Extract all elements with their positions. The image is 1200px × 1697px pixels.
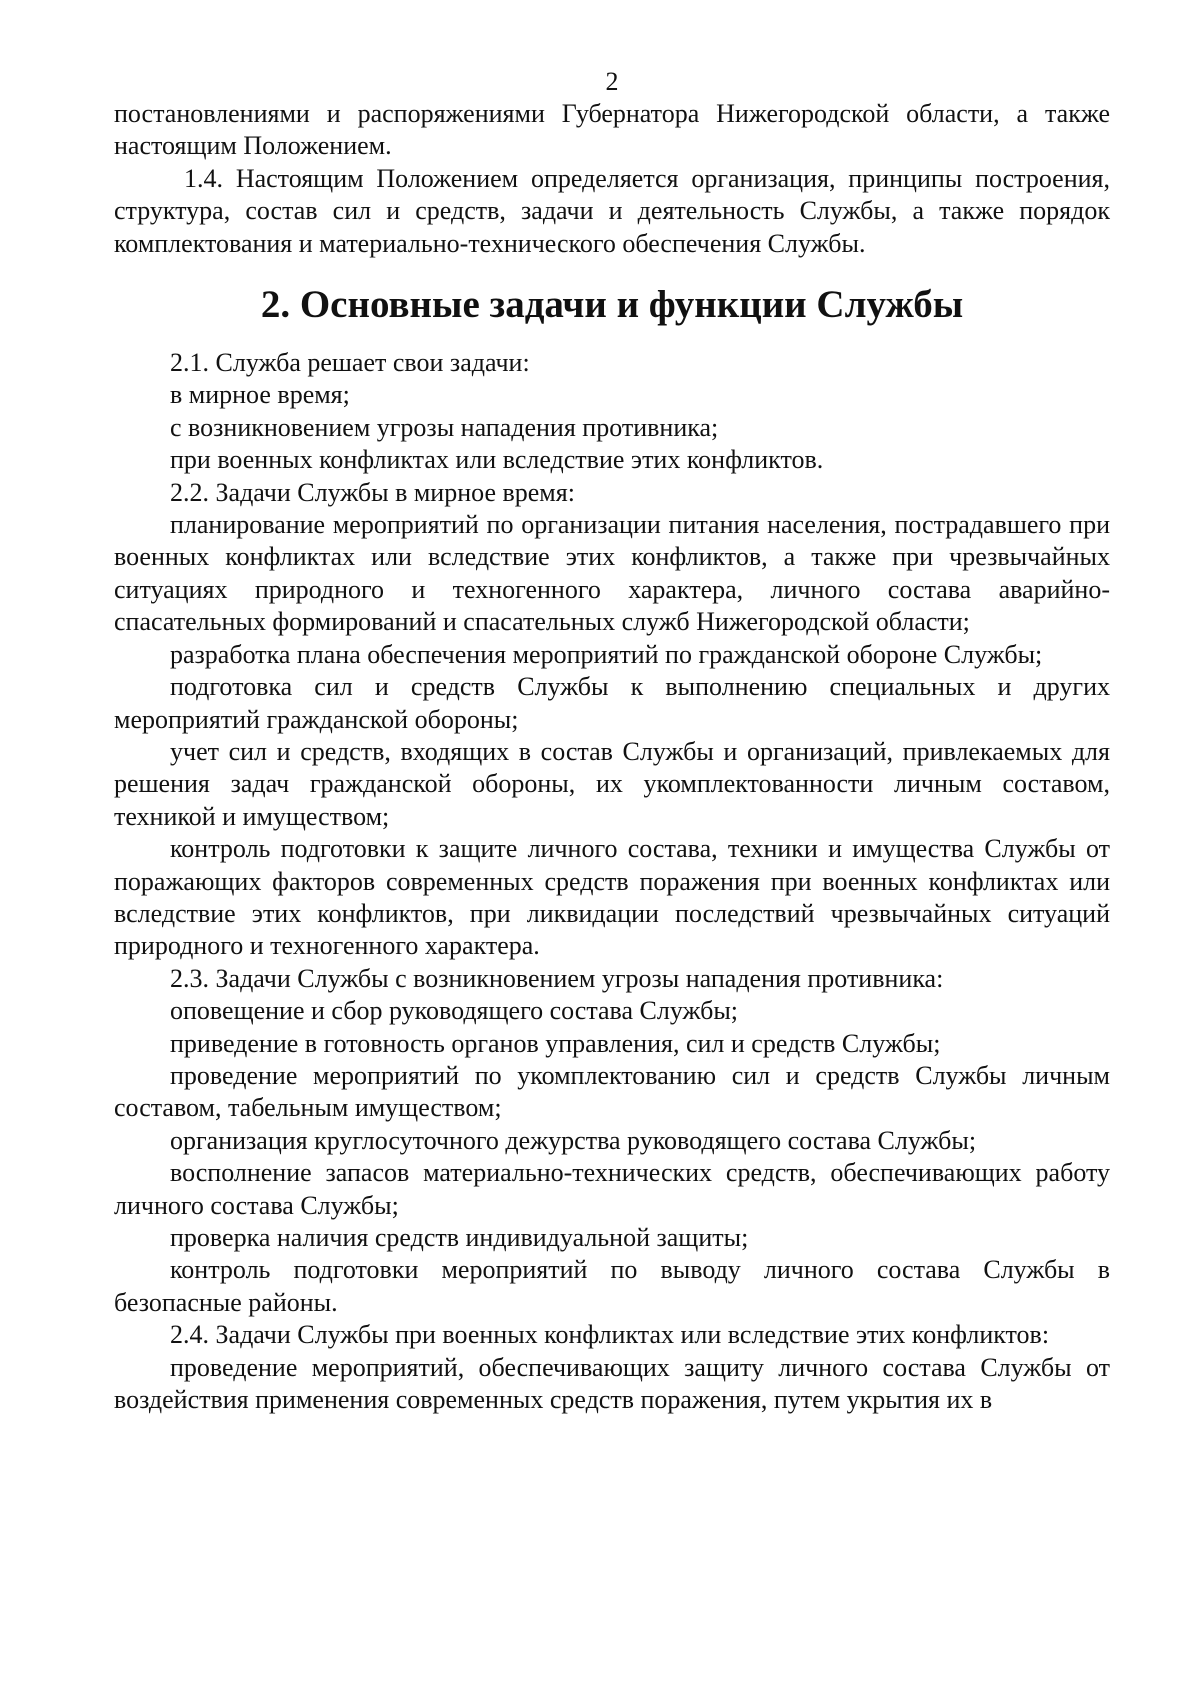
paragraph-2-1: 2.1. Служба решает свои задачи:	[170, 348, 530, 378]
list-item-duty: организация круглосуточного дежурства руководящего состава Службы;	[170, 1125, 977, 1155]
section-heading: 2. Основные задачи и функции Службы	[260, 283, 964, 327]
list-item-food-planning: планирование мероприятий по организации питания населения, пострадавшего при военных конфликтах или вследствие этих конфликтов, а также при чрезвычайных ситуациях природного и техногенного характера, личного состава аварийно-спасательных формирований и спасательных служб Нижегородской области;	[114, 510, 1110, 637]
list-item-threat: с возникновением угрозы нападения противника;	[170, 412, 719, 442]
list-item-evacuation-control: контроль подготовки мероприятий по выводу личного состава Службы в безопасные районы.	[114, 1255, 1110, 1317]
list-item-replenishment: восполнение запасов материально-технических средств, обеспечивающих работу личного состава Службы;	[114, 1158, 1110, 1220]
list-item-readiness: приведение в готовность органов управления, сил и средств Службы;	[170, 1028, 941, 1058]
document-page	[114, 66, 1110, 1416]
list-item-protection-control: контроль подготовки к защите личного состава, техники и имущества Службы от поражающих факторов современных средств поражения при военных конфликтах или вследствие этих конфликтов, при ликвидации последствий чрезвычайных ситуаций природного и техногенного характера.	[114, 834, 1110, 961]
list-item-shelter-measures: проведение мероприятий, обеспечивающих защиту личного состава Службы от воздействия применения современных средств поражения, путем укрытия их в	[114, 1352, 1110, 1415]
paragraph-1-4: 1.4. Настоящим Положением определяется организация, принципы построения, структура, состав сил и средств, задачи и деятельность Службы, а также порядок комплектования и материально-технического обеспечения Службы.	[114, 163, 1110, 258]
list-item-conflict: при военных конфликтах или вследствие этих конфликтов.	[170, 445, 824, 475]
paragraph-2-3: 2.3. Задачи Службы с возникновением угрозы нападения противника:	[170, 963, 944, 993]
list-item-peacetime: в мирное время;	[170, 380, 350, 410]
list-item-forces-accounting: учет сил и средств, входящих в состав Службы и организаций, привлекаемых для решения задач гражданской обороны, их укомплектованности личным составом, техникой и имуществом;	[114, 736, 1110, 831]
list-item-plan-development: разработка плана обеспечения мероприятий по гражданской обороне Службы;	[170, 639, 1043, 669]
list-item-forces-training: подготовка сил и средств Службы к выполнению специальных и других мероприятий гражданской обороны;	[114, 672, 1110, 734]
list-item-staffing: проведение мероприятий по укомплектованию сил и средств Службы личным составом, табельным имуществом;	[114, 1060, 1110, 1123]
list-item-notification: оповещение и сбор руководящего состава Службы;	[170, 996, 739, 1026]
page-number: 2	[605, 67, 619, 96]
paragraph-continuation: постановлениями и распоряжениями Губернатора Нижегородской области, а также настоящим Положением.	[114, 99, 1110, 161]
paragraph-2-4: 2.4. Задачи Службы при военных конфликтах или вследствие этих конфликтов:	[170, 1320, 1050, 1350]
paragraph-2-2: 2.2. Задачи Службы в мирное время:	[170, 477, 575, 507]
list-item-ppe-check: проверка наличия средств индивидуальной защиты;	[170, 1223, 749, 1252]
